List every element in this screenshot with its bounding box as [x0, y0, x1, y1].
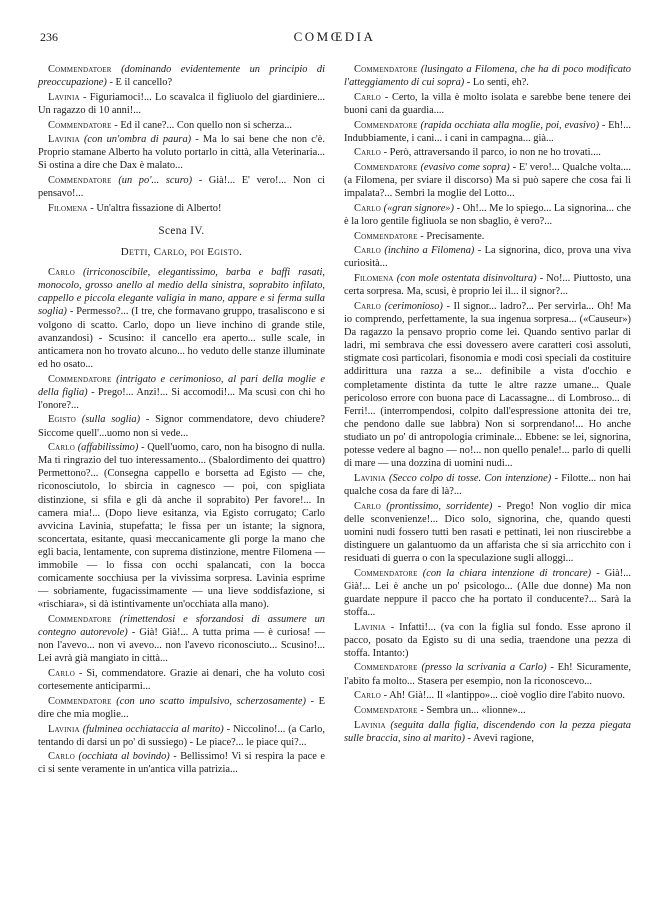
- dialogue-text: - Avevi ragione,: [467, 732, 535, 744]
- stage-direction: (intrigato e cerimonioso, al pari della moglie e della figlia): [38, 373, 325, 398]
- stage-direction: (rimettendosi e sforzandosi di assumere un contegno autorevole): [38, 614, 325, 639]
- speaker-name: Commendatore: [48, 373, 112, 385]
- stage-direction: (presso la scrivania a Carlo): [421, 662, 547, 674]
- dialogue-paragraph: [38, 119, 325, 132]
- stage-direction: (fulminea occhiataccia al marito): [82, 723, 224, 735]
- stage-direction: (cerimonioso): [384, 300, 443, 312]
- dialogue-text: - E' vero!... Qualche volta.... (a Filomena, per sviare il discorso) Ma si può sapere che cosa fai lì impalata?... Sembri la moglie del Lotto...: [344, 162, 631, 200]
- speaker-name: Carlo: [48, 751, 75, 763]
- stage-direction: (prontissimo, sorridente): [386, 500, 493, 512]
- dialogue-text: - Ma lo sai bene che non c'è. Proprio stamane Alberto ha voluto portarlo in città, alla Veterinaria... Si ostina a dire che Dax è malato...: [38, 134, 325, 172]
- dialogue-text: - Eh! Sicuramente, l'abito fa molto... Stasera per esempio, non la riconoscevo...: [344, 662, 631, 687]
- dialogue-paragraph: [344, 689, 631, 702]
- dialogue-text: - Prego! Non voglio dir mica delle sconvenienze!... Dico solo, signorina, che, quando questi uomini nudi fossero tutti ben rasati e pettinati, lei non riuscirebbe a distinguere un galantuomo da un affarista che si sia arricchito con i residuati di guerra o con la speculazione sugli alloggi...: [344, 500, 631, 564]
- speaker-name: Filomena: [48, 202, 88, 214]
- dialogue-paragraph: [344, 472, 631, 498]
- dialogue-paragraph: [38, 413, 325, 439]
- dialogue-text: - Eh!... Indubbiamente, i cani... i cani in campagna... già...: [344, 119, 631, 144]
- speaker-name: Filomena: [354, 273, 394, 285]
- speaker-name: Carlo: [354, 500, 381, 512]
- speaker-name: Carlo: [354, 91, 381, 103]
- speaker-name: Egisto: [48, 414, 77, 426]
- scene-cast: Detti, Carlo, poi Egisto.: [120, 246, 243, 259]
- dialogue-text: - Già!... Già!... Lei è anche un po' psicologo... (Alle due donne) Ma non guardate neppure il pacco che ha portato il conducente?... Sarà la stoffa...: [344, 567, 631, 618]
- speaker-name: Commendatore: [354, 567, 418, 579]
- dialogue-text: - Oh!... Me lo spiego... La signorina... che è la loro gentile figliuola se non sbaglio, è vero?...: [344, 202, 631, 227]
- dialogue-text: - Infatti!... (va con la figlia sul fondo. Esse aprono il pacco, posato da Egisto su di una sedia, traendone una pezza di stoffa. Intanto:): [344, 621, 631, 659]
- dialogue-text: - Bellissimo! Vi si respira la pace e ci si sente veramente in un'antica villa patrizia...: [38, 751, 325, 776]
- left-column-part-1: [38, 63, 325, 215]
- dialogue-paragraph: [344, 621, 631, 660]
- speaker-name: Commendatore: [48, 614, 112, 625]
- stage-direction: («gran signore»): [383, 202, 454, 214]
- speaker-name: Lavinia: [354, 621, 386, 633]
- scene-title: Scena IV.: [158, 225, 205, 237]
- speaker-name: Carlo: [354, 147, 381, 159]
- stage-direction: (inchino a Filomena): [384, 245, 475, 257]
- stage-direction: (irriconoscibile, elegantissimo, barba e baffi rasati, monocolo, grosso anello al medio della sinistra, soprabito infilato, cappello e piccola elegante valigia in mano, appare e si ferma sulla soglia): [38, 267, 325, 318]
- speaker-name: Lavinia: [48, 723, 80, 735]
- stage-direction: (con la chiara intenzione di troncare): [422, 567, 592, 579]
- dialogue-paragraph: [38, 133, 325, 172]
- stage-direction: (occhiata al bovindo): [78, 751, 170, 763]
- stage-direction: (dominando evidentemente un principio di preoccupazione): [38, 64, 325, 89]
- dialogue-text: - E il cancello?: [109, 77, 173, 89]
- speaker-name: Commendatore: [354, 119, 418, 131]
- dialogue-text: - Un'altra fissazione di Alberto!: [90, 202, 222, 214]
- dialogue-text: - Permesso?... (I tre, che formavano gruppo, trasaliscono e si volgono di scatto. Carlo, dopo un lieve inchino di grande stile, avanzandosi) - Scusino: il cancello era aperto... sulle scale, in anticamera non ho trovato alcuno... ho veduto delle stanze illuminate ed ho osato...: [38, 306, 325, 370]
- dialogue-text: - E dire che mia moglie...: [38, 695, 325, 720]
- dialogue-paragraph: [344, 119, 631, 145]
- stage-direction: (un po'... scuro): [118, 175, 193, 187]
- speaker-name: Commendatore: [48, 175, 112, 187]
- dialogue-paragraph: [38, 723, 325, 749]
- speaker-name: Commendatore: [48, 695, 112, 707]
- dialogue-paragraph: [38, 373, 325, 412]
- dialogue-text: - Quell'uomo, caro, non ha bisogno di nulla. Ma ti ringrazio del tuo interessamento... (Sbalordimento dei quattro) Permettono?... (Consegna cappello e borsetta ad Egisto — che, riconosciutolo, lo sbircia in cagnesco — poi, con spigliata distinzione, si sfila e gli dà anche il soprabito) Per favore!... In camera mia!... (Dopo lieve esitanza, via Egisto corrugato; Carlo avvicina Lavinia, stupefatta; le fissa per un istante; la signora, sconcertata, esitante, quasi meccanicamente gli porge la mano che egli bacia, lentamente, con suprema distinzione, mentre Filomena — immobile — lo fissa con occhi spalancati, con la bocca comicamente socchiusa per la vivissima sorpresa. Lavinia esprime — sobriamente, fugacissimamente — una lieve soddisfazione, si «rischiara», si dà istintivamente un'occhiata alla mano).: [38, 442, 325, 611]
- dialogue-text: - La signorina, dico, prova una viva curiosità...: [344, 245, 631, 270]
- speaker-name: Carlo: [354, 300, 381, 312]
- journal-title: COMŒDIA: [293, 29, 376, 44]
- stage-direction: (evasivo come sopra): [420, 162, 510, 174]
- dialogue-text: - Già! Già!... A tutta prima — è curiosa! — non l'avevo... non vi avevo... non l'avevo riconosciuto... Scusino!... Lei avrà già mangiato in città...: [38, 627, 325, 665]
- left-column: [38, 63, 325, 778]
- speaker-name: Commendatore: [48, 119, 112, 131]
- dialogue-text: - Signor commendatore, devo chiudere? Siccome quell'...uomo non si vede...: [38, 414, 325, 439]
- dialogue-paragraph: [38, 202, 325, 215]
- stage-direction: (lusingato a Filomena, che ha di poco modificato l'atteggiamento di cui sopra): [344, 64, 631, 89]
- stage-direction: (seguita dalla figlia, discendendo con la pezza piegata sulle braccia, sino al marito): [344, 719, 631, 744]
- dialogue-paragraph: [38, 667, 325, 693]
- dialogue-paragraph: [344, 63, 631, 89]
- dialogue-text: - Ah! Già!... Il «lantippo»... cioè voglio dire l'abito nuovo.: [383, 690, 625, 702]
- dialogue-paragraph: [38, 266, 325, 371]
- dialogue-paragraph: [344, 661, 631, 687]
- speaker-name: Lavinia: [354, 719, 386, 731]
- dialogue-paragraph: [38, 91, 325, 117]
- speaker-name: Carlo: [48, 667, 75, 679]
- dialogue-paragraph: [344, 230, 631, 243]
- dialogue-text: - Sembra un... «lionne»...: [420, 704, 526, 716]
- stage-direction: (con uno scatto impulsivo, scherzosamente): [116, 695, 306, 707]
- speaker-name: Commendatore: [354, 704, 418, 716]
- right-column: [344, 63, 631, 746]
- dialogue-text: - Già!... E' vero!... Non ci pensavo!...: [38, 175, 325, 200]
- dialogue-text: - Figuriamoci!... Lo scavalca il figliuolo del giardiniere... Un ragazzo di 10 anni!...: [38, 91, 325, 116]
- stage-direction: (rapida occhiata alla moglie, poi, evasivo): [420, 119, 600, 131]
- dialogue-paragraph: [38, 613, 325, 665]
- speaker-name: Carlo: [48, 442, 75, 454]
- stage-direction: (con un'ombra di paura): [83, 134, 192, 146]
- speaker-name: Lavinia: [48, 91, 80, 103]
- dialogue-text: - Lo senti, eh?.: [466, 77, 529, 89]
- stage-direction: (sulla soglia): [81, 414, 141, 426]
- dialogue-paragraph: [344, 272, 631, 298]
- dialogue-paragraph: [344, 704, 631, 717]
- speaker-name: Commendatore: [354, 662, 418, 674]
- speaker-name: Carlo: [354, 202, 381, 214]
- dialogue-text: - Sì, commendatore. Grazie ai denari, che ha voluto così cortesemente anticiparmi...: [38, 667, 325, 693]
- stage-direction: (Secco colpo di tosse. Con intenzione): [389, 472, 552, 484]
- page-number: 236: [40, 30, 58, 44]
- dialogue-paragraph: [344, 161, 631, 200]
- dialogue-text: - Prego!... Anzi!... Si accomodi!... Ma scusi con chi ho l'onore?...: [38, 386, 325, 411]
- dialogue-paragraph: [344, 91, 631, 117]
- speaker-name: Carlo: [354, 690, 381, 702]
- dialogue-text: - Filotte... non hai qualche cosa da fare di là?...: [344, 472, 631, 497]
- speaker-name: Commendatore: [354, 230, 418, 242]
- right-column-paragraphs: [344, 63, 631, 745]
- stage-direction: (affabilissimo): [77, 442, 139, 454]
- speaker-name: Lavinia: [354, 472, 386, 484]
- dialogue-paragraph: [344, 500, 631, 565]
- dialogue-paragraph: [38, 441, 325, 611]
- dialogue-paragraph: [344, 146, 631, 159]
- dialogue-text: - No!... Piuttosto, una certa sorpresa. Ma, scusi, è proprio lei il... il signor?...: [344, 273, 631, 298]
- dialogue-text: - Il signor... ladro?... Per servirla... Oh! Ma io comprendo, perfettamente, la sua ingenua sorpresa... («Causeur») Da ragazzo la pensavo proprio come lei. Quando sentivo parlar di ladri, mi sembrava che essi dovessero avere caratteri così assoluti, stigmate così particolari, fisonomia e modi così speciali da costituire addirittura una razza a se... definibile a vista d'occhio e completamente distinta da tutte le altre razze umane... Quale pericoloso errore con buona pace di Lacassagne... di Lombroso... di Ferri!... (interrompendosi, colpito dall'espressione attonita dei tre, che pendono dalle sue labbra) Non si sorprendano!... Ho anche studiato un po' di antropologia criminale... Ebbene: se lei, signorina, potesse vedere al bagno — no!... non quello penale!... parlo di quelli di mare — una dozzina di uomini nudi...: [344, 300, 631, 470]
- dialogue-paragraph: [344, 567, 631, 619]
- speaker-name: Lavinia: [48, 134, 80, 146]
- dialogue-paragraph: [344, 244, 631, 270]
- dialogue-paragraph: [38, 750, 325, 776]
- dialogue-paragraph: [38, 174, 325, 200]
- dialogue-text: - Precisamente.: [420, 230, 485, 242]
- left-column-part-2: [38, 266, 325, 776]
- speaker-name: Commendatoer: [48, 64, 112, 75]
- speaker-name: Commendatore: [354, 64, 418, 75]
- dialogue-text: - Ed il cane?... Con quello non si scherza...: [114, 119, 293, 131]
- dialogue-paragraph: [344, 202, 631, 228]
- dialogue-paragraph: [344, 300, 631, 470]
- page-header: [0, 0, 669, 50]
- dialogue-text: - Però, attraversando il parco, io non ne ho trovati....: [383, 147, 601, 159]
- speaker-name: Commendatore: [354, 162, 418, 174]
- dialogue-paragraph: [344, 719, 631, 745]
- speaker-name: Carlo: [354, 245, 381, 257]
- dialogue-text: - Niccolino!... (a Carlo, tentando di darsi un po' di sussiego) - Le piace?... le piace qui?...: [38, 723, 325, 748]
- dialogue-paragraph: [38, 63, 325, 89]
- stage-direction: (con mole ostentata disinvoltura): [396, 273, 537, 285]
- dialogue-text: - Certo, la villa è molto isolata e sarebbe bene tenere dei buoni cani da guardia....: [344, 91, 631, 116]
- speaker-name: Carlo: [48, 267, 75, 279]
- dialogue-paragraph: [38, 695, 325, 721]
